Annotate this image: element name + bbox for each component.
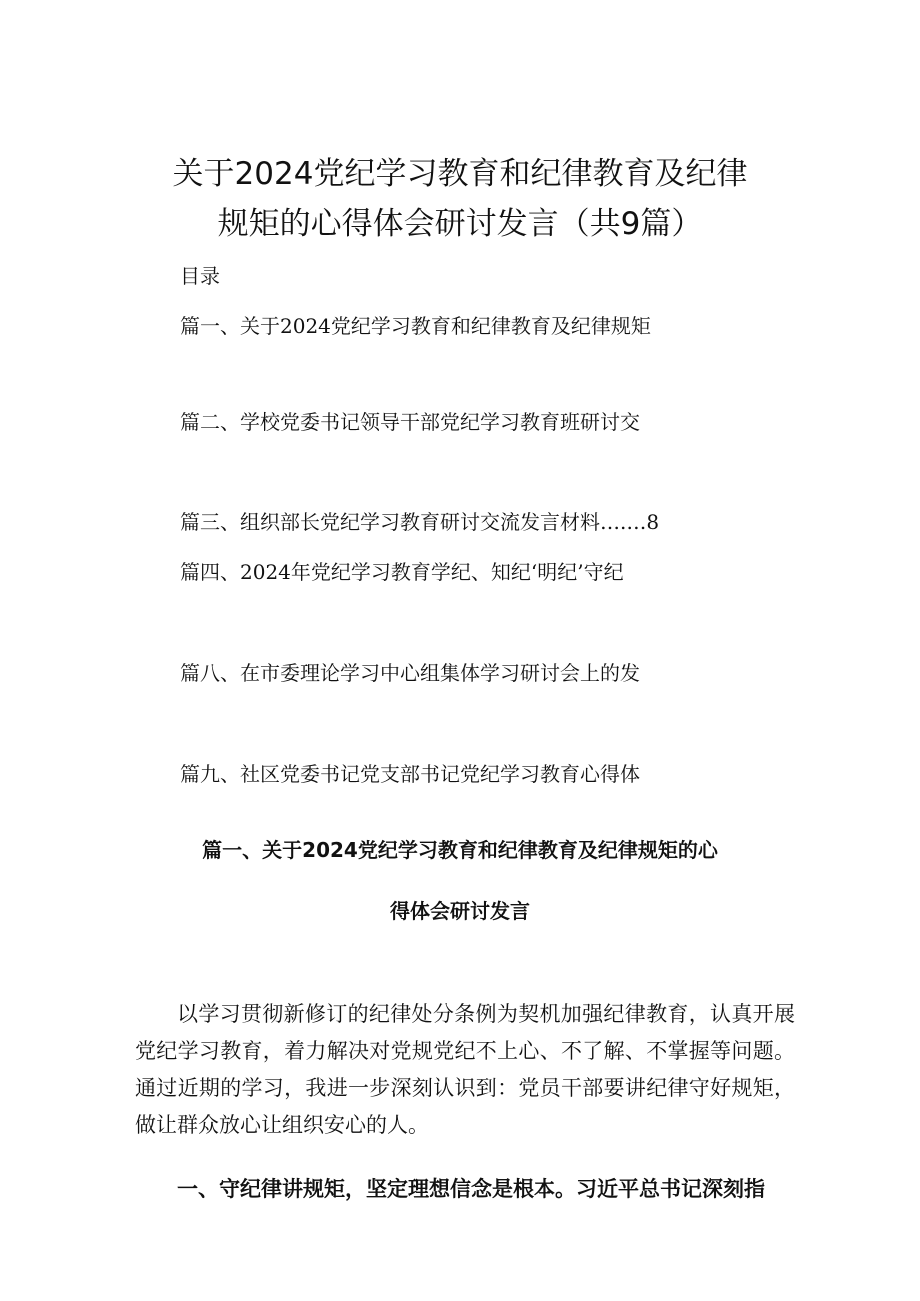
toc-item-2: 篇二、学校党委书记领导干部党纪学习教育班研讨交	[180, 410, 640, 434]
toc-heading: 目录	[180, 264, 220, 288]
body-paragraph-2: 一、守纪律讲规矩，坚定理想信念是根本。习近平总书记深刻指	[177, 1176, 765, 1201]
toc-item-1: 篇一、关于2024党纪学习教育和纪律教育及纪律规矩	[180, 314, 651, 338]
toc-item-4: 篇四、2024年党纪学习教育学纪、知纪‘明纪’守纪	[180, 560, 624, 584]
document-title	[0, 149, 920, 249]
toc-item-3: 篇三、组织部长党纪学习教育研讨交流发言材料….…8	[180, 510, 660, 534]
section-title-line-1: 篇一、关于2024党纪学习教育和纪律教育及纪律规矩的心	[202, 838, 718, 862]
document-title-line-1: 关于2024党纪学习教育和纪律教育及纪律	[172, 155, 748, 192]
toc-item-6: 篇九、社区党委书记党支部书记党纪学习教育心得体	[180, 762, 640, 786]
document-title-line-2: 规矩的心得体会研讨发言（共9篇）	[217, 205, 703, 242]
section-title-line-2: 得体会研讨发言	[390, 899, 530, 923]
body-paragraph-1: 以学习贯彻新修订的纪律处分条例为契机加强纪律教育，认真开展党纪学习教育，着力解决对党规党纪不上心、不了解、不掌握等问题。通过近期的学习，我进一步深刻认识到：党员干部要讲纪律守好规矩，做让群众放心让组织安心的人。	[135, 1002, 795, 1137]
toc-item-5: 篇八、在市委理论学习中心组集体学习研讨会上的发	[180, 661, 640, 685]
